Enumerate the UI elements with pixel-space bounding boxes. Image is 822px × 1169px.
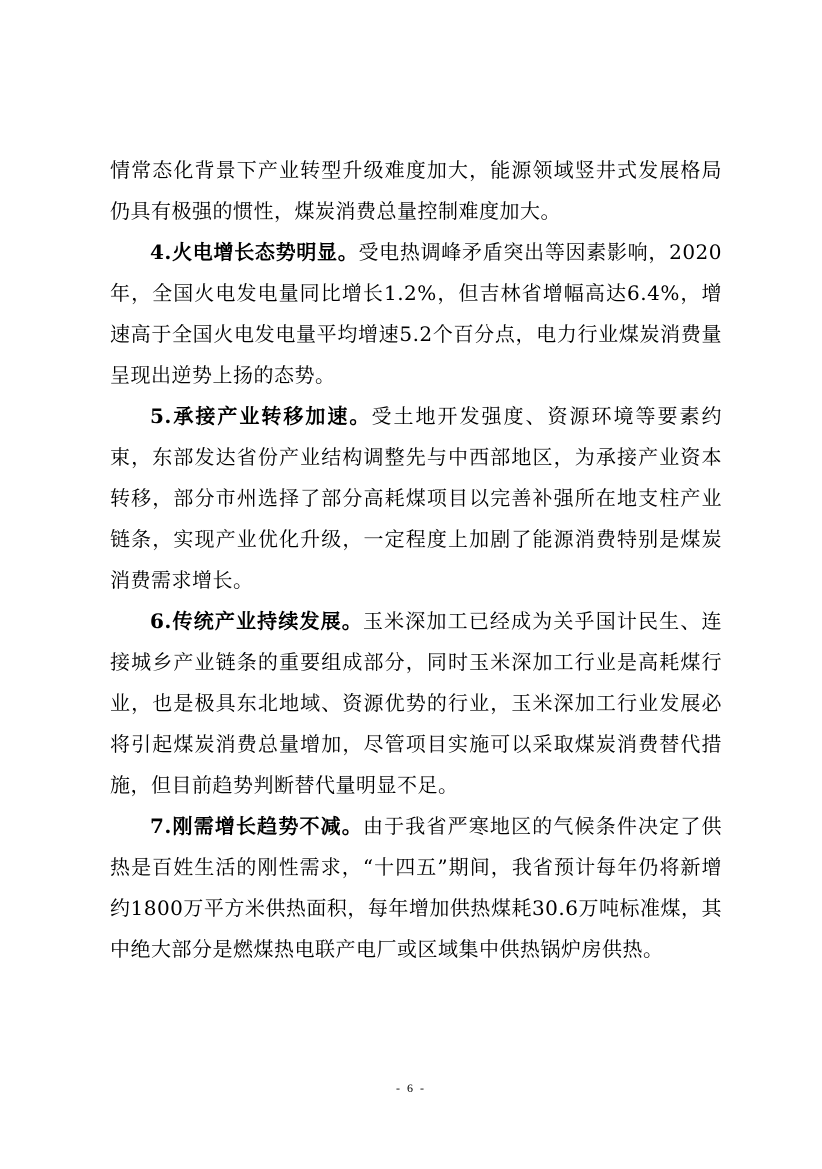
paragraph-continuation [110,150,722,232]
paragraph-text: 玉米深加工已经成为关乎国计民生、连接城乡产业链条的重要组成部分，同时玉米深加工行业是高耗煤行业，也是极具东北地域、资源优势的行业，玉米深加工行业发展必将引起煤炭消费总量增加，尽管项目实施可以采取煤炭消费替代措施，但目前趋势判断替代量明显不足。 [110,609,722,797]
paragraph-text: 受土地开发强度、资源环境等要素约束，东部发达省份产业结构调整先与中西部地区，为承接产业资本转移，部分市州选择了部分高耗煤项目以完善补强所在地支柱产业链条，实现产业优化升级，一定程度上加剧了能源消费特别是煤炭消费需求增长。 [110,404,723,592]
paragraph-rigid-demand [110,806,722,970]
paragraph-text: 情常态化背景下产业转型升级难度加大，能源领域竖井式发展格局仍具有极强的惯性，煤炭消费总量控制难度加大。 [110,158,722,223]
paragraph-thermal-power [110,232,722,396]
paragraph-industry-transfer [110,396,722,601]
paragraph-heading: 5.承接产业转移加速。 [150,404,372,428]
paragraph-heading: 6.传统产业持续发展。 [150,609,363,633]
paragraph-heading: 7.刚需增长趋势不减。 [150,814,363,838]
paragraph-traditional-industry [110,601,722,806]
paragraph-text: 受电热调峰矛盾突出等因素影响，2020年，全国火电发电量同比增长1.2%，但吉林省增幅高达6.4%，增速高于全国火电发电量平均增速5.2个百分点，电力行业煤炭消费量呈现出逆势上扬的态势。 [110,240,722,387]
body-text [110,150,722,970]
page-number: - 6 - [396,1081,426,1095]
paragraph-text: 由于我省严寒地区的气候条件决定了供热是百姓生活的刚性需求，“十四五”期间，我省预计每年仍将新增约1800万平方米供热面积，每年增加供热煤耗30.6万吨标准煤，其中绝大部分是燃煤热电联产电厂或区域集中供热锅炉房供热。 [110,814,722,961]
paragraph-heading: 4.火电增长态势明显。 [150,240,359,264]
